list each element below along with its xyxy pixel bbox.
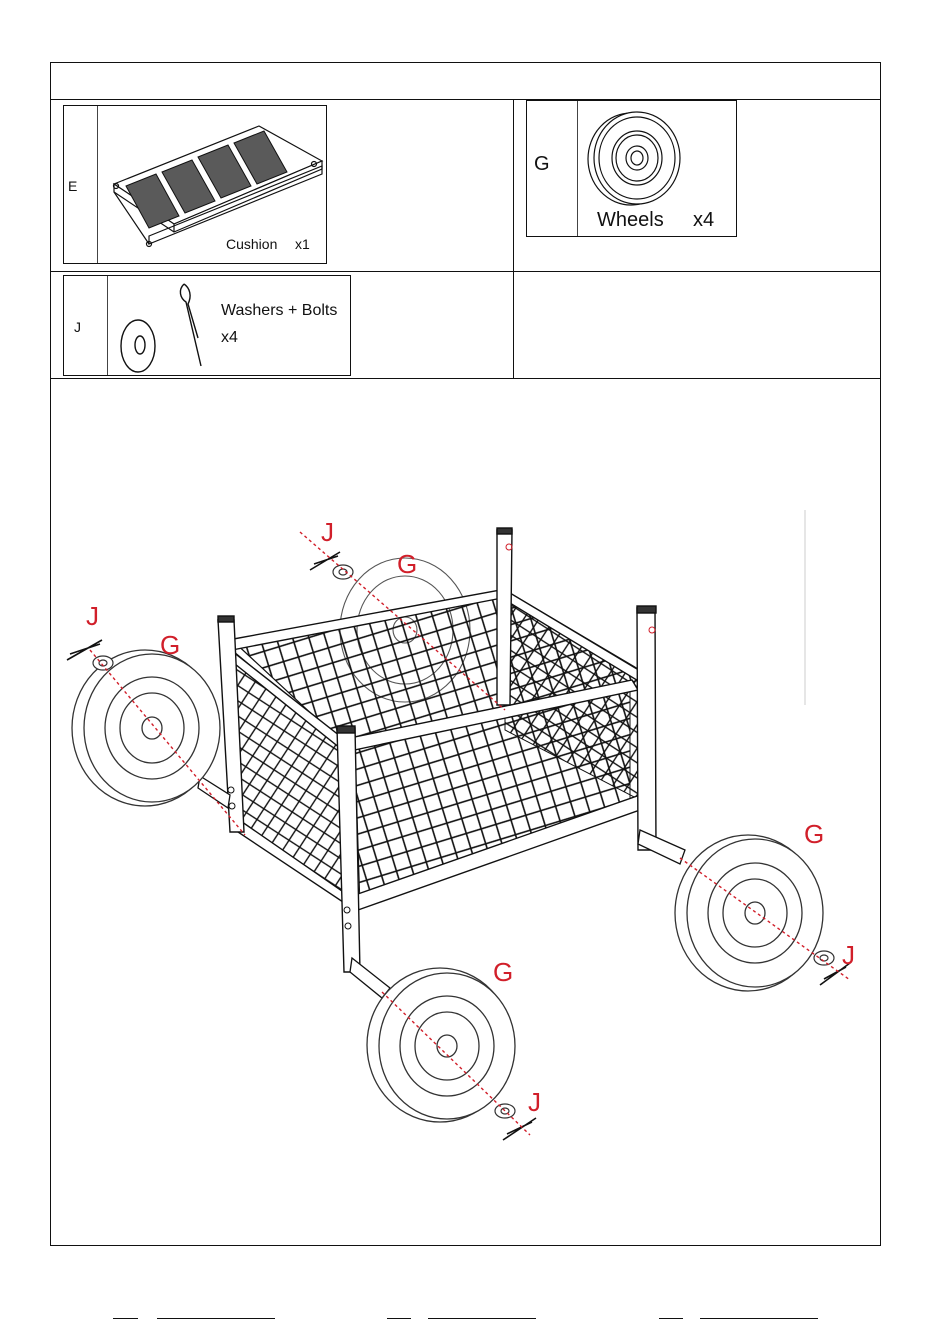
front-left-wheel [72, 650, 220, 806]
label-g-3: G [804, 819, 825, 849]
footer-mark [700, 1318, 818, 1319]
cushion-qty: x1 [295, 236, 310, 252]
footer-mark [428, 1318, 536, 1319]
wheels-qty: x4 [693, 209, 715, 231]
label-g-4: G [493, 957, 514, 987]
front-right-wheel [367, 968, 515, 1122]
label-g-1: G [160, 630, 181, 660]
part-letter-cushion: E [68, 178, 78, 194]
label-j-3: J [842, 940, 855, 970]
label-j-4: J [528, 1087, 541, 1117]
washers-bolts-qty: x4 [221, 329, 238, 346]
cushion-label: Cushion [226, 236, 278, 252]
washers-bolts-label: Washers + Bolts [221, 302, 338, 319]
label-g-2: G [397, 549, 418, 579]
footer-mark [387, 1318, 411, 1319]
part-letter-wheels: G [534, 153, 550, 175]
footer-mark [113, 1318, 138, 1319]
part-letter-washers-bolts: J [74, 319, 81, 335]
footer-mark [659, 1318, 683, 1319]
footer-mark [157, 1318, 275, 1319]
label-j-2: J [321, 517, 334, 547]
label-j-1: J [86, 601, 99, 631]
back-right-wheel [675, 835, 823, 991]
wheels-label: Wheels [597, 209, 664, 231]
